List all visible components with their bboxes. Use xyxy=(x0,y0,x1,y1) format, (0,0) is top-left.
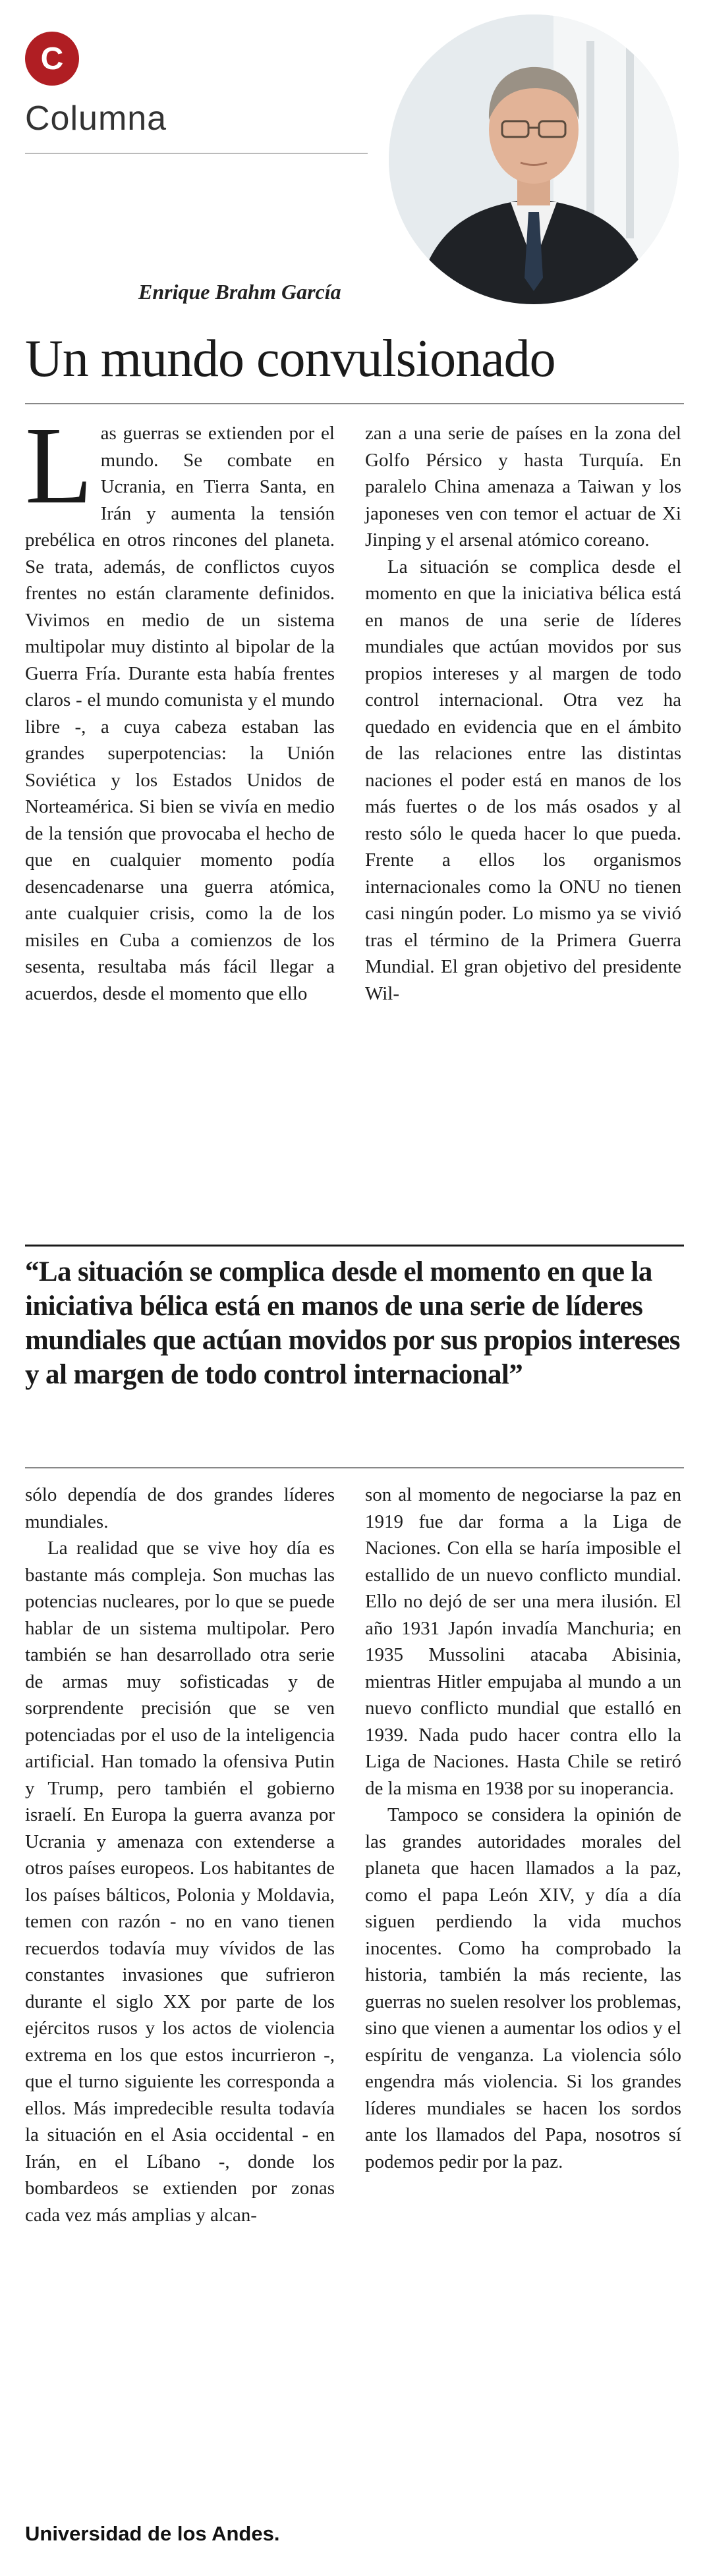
pullquote-top-rule xyxy=(25,1245,684,1247)
paragraph: son al momento de negociarse la paz en 1919 fue dar forma a la Liga de Naciones. Con ella se haría imposible el estallido de un nuevo conflicto mundial. Ello no dejó de ser una mera ilusión. El año 1931 Japón invadía Manchuria; en 1935 Mussolini atacaba Abisinia, mientras Hitler empujaba al mundo a un nuevo conflicto mundial que estalló en 1939. Nada pudo hacer contra ello la Liga de Naciones. Hasta Chile se retiró de la misma en 1938 por su inoperancia. xyxy=(365,1484,681,1799)
pull-quote: “La situación se complica desde el momento en que la iniciativa bélica está en manos de una serie de líderes mundiales que actúan movidos por sus propios intereses y al margen de todo control internacional” xyxy=(25,1256,680,1390)
section-label: Columna xyxy=(25,99,167,138)
badge-letter: C xyxy=(40,41,64,76)
column-4 xyxy=(365,1482,681,2175)
author-byline: Enrique Brahm García xyxy=(138,280,341,304)
author-portrait-image xyxy=(389,14,679,304)
column-2 xyxy=(365,420,681,1007)
author-photo xyxy=(389,14,679,304)
paragraph: Tampoco se considera la opinión de las grandes autoridades morales del planeta que hacen llamados a la paz, como el papa León XIV, y día a día siguen perdiendo la vida muchos inocentes. Como ha comprobado la historia, también la más reciente, las guerras no suelen resolver los problemas, sino que vienen a aumentar los odios y el espíritu de venganza. La violencia sólo engendra más violencia. Si los grandes líderes mundiales se hacen los sordos ante los llamados del Papa, nosotros sí podemos pedir por la paz. xyxy=(365,1804,681,2172)
column-1 xyxy=(25,404,335,1007)
paragraph: sólo dependía de dos grandes líderes mundiales. xyxy=(25,1484,335,1532)
paragraph: La situación se complica desde el momento en que la iniciativa bélica está en manos de una serie de líderes mundiales que actúan movidos por sus propios intereses y al margen de todo control internacional. Otra vez ha quedado en evidencia que en el ámbito de las relaciones entre las distintas naciones el poder está en manos de los más fuertes o de los más osados y al resto sólo le queda hacer lo que pueda. Frente a ellos los organismos internacionales como la ONU no tienen casi ningún poder. Lo mismo ya se vivió tras el término de la Primera Guerra Mundial. El gran objetivo del presidente Wil- xyxy=(365,556,681,1004)
column-badge xyxy=(25,32,79,86)
article-headline: Un mundo convulsionado xyxy=(25,330,555,388)
drop-cap: L xyxy=(25,404,93,527)
paragraph xyxy=(25,404,335,1007)
pullquote-bottom-rule xyxy=(25,1467,684,1468)
headline-divider xyxy=(25,403,684,404)
paragraph-text: as guerras se extienden por el mundo. Se combate en Ucrania, en Tierra Santa, en Irán y aumenta la tensión prebélica en otros rincones del planeta. Se trata, además, de conflictos cuyos frentes no están claramente definidos. Vivimos en medio de un sistema multipolar muy distinto al bipolar de la Guerra Fría. Durante esta había frentes claros - el mundo comunista y el mundo libre -, a cuya cabeza estaban las grandes superpotencias: la Unión Soviética y los Estados Unidos de Norteamérica. Si bien se vivía en medio de la tensión que provocaba el hecho de que en cualquier momento podía desencadenarse una guerra atómica, ante cualquier crisis, como la de los misiles en Cuba a comienzos de los sesenta, resultaba más fácil llegar a acuerdos, desde el momento que ello xyxy=(25,423,335,1004)
column-3 xyxy=(25,1482,335,2228)
author-affiliation: Universidad de los Andes. xyxy=(25,2522,280,2545)
header-divider xyxy=(25,153,368,154)
paragraph: zan a una serie de países en la zona del Golfo Pérsico y hasta Turquía. En paralelo China amenaza a Taiwan y los japoneses ven con temor el actuar de Xi Jinping y el arsenal atómico coreano. xyxy=(365,423,681,550)
paragraph: La realidad que se vive hoy día es bastante más compleja. Son muchas las potencias nucleares, por lo que se puede hablar de un sistema multipolar. Pero también se han desarrollado otra serie de armas muy sofisticadas y de sorprendente precisión que se ven potenciadas por el uso de la inteligencia artificial. Han tomado la ofensiva Putin y Trump, pero también el gobierno israelí. En Europa la guerra avanza por Ucrania y amenaza con extenderse a otros países europeos. Los habitantes de los países bálticos, Polonia y Moldavia, temen con razón - no en vano tienen recuerdos todavía muy vívidos de las constantes invasiones que sufrieron durante el siglo XX por parte de los ejércitos rusos y los actos de violencia extrema en los que estos incurrieron -, que el turno siguiente les corresponda a ellos. Más impredecible resulta todavía la situación en el Asia occidental - en Irán, en el Líbano -, donde los bombardeos se extienden por zonas cada vez más amplias y alcan- xyxy=(25,1538,335,2226)
